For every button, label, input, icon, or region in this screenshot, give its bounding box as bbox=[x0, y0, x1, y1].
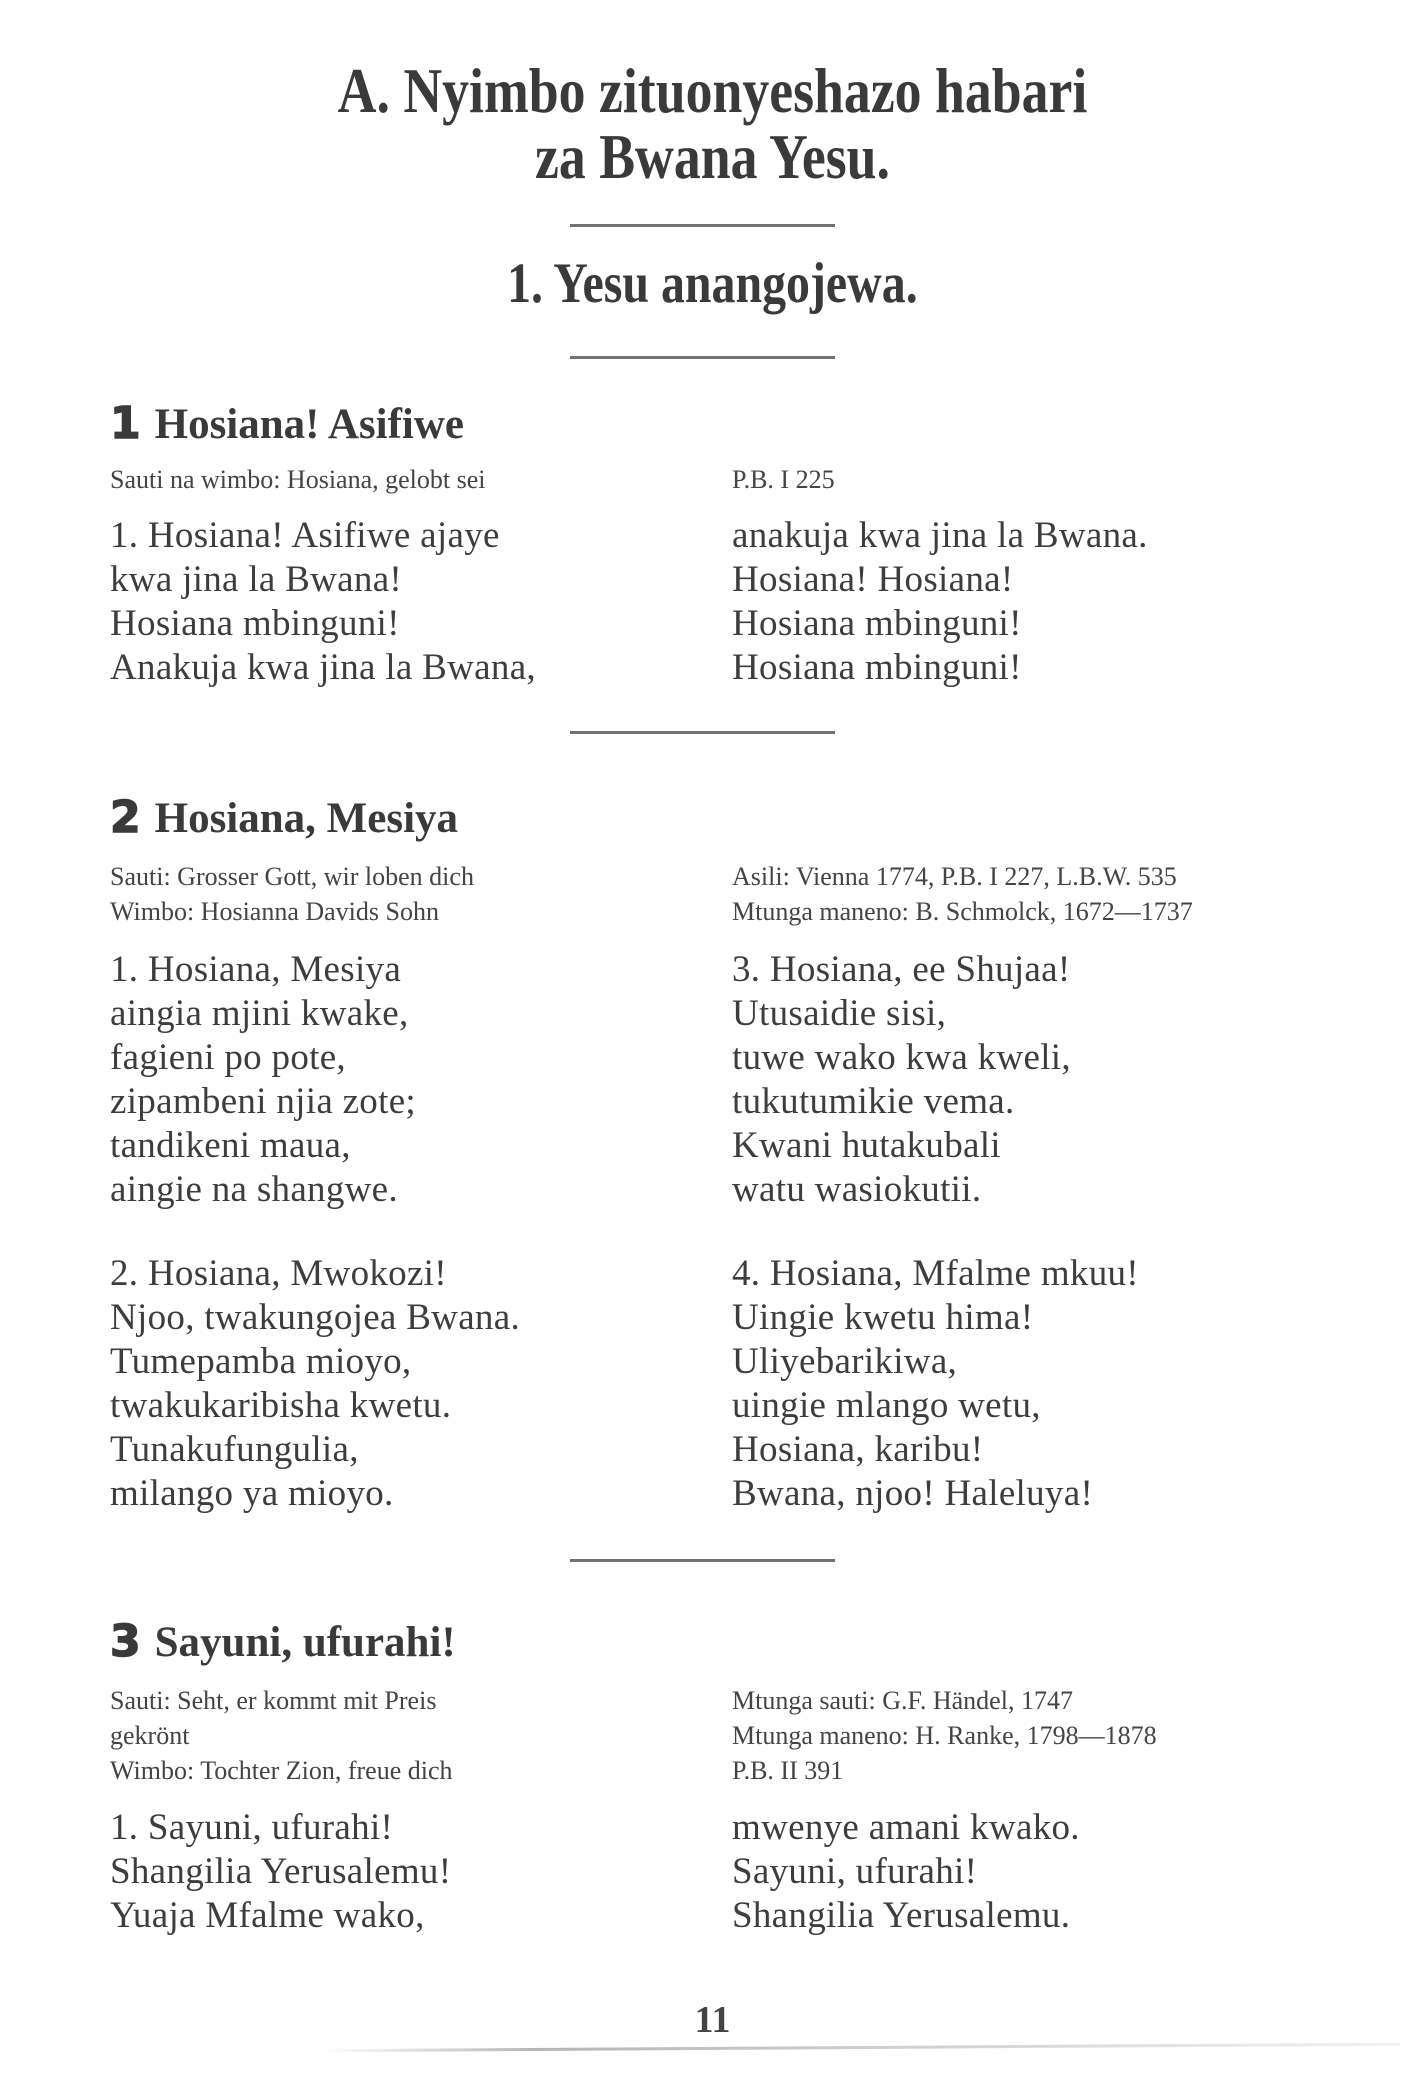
meta-line: Sauti: Grosser Gott, wir loben dich bbox=[110, 862, 474, 891]
page-number: 11 bbox=[694, 1999, 731, 2041]
verse bbox=[110, 1252, 520, 1516]
verse-line: anakuja kwa jina la Bwana. bbox=[732, 515, 1148, 556]
verse-line: 3. Hosiana, ee Shujaa! bbox=[732, 949, 1071, 990]
hymn-heading bbox=[110, 1616, 456, 1667]
verse-line: aingie na shangwe. bbox=[110, 1169, 398, 1210]
verse-line: milango ya mioyo. bbox=[110, 1473, 394, 1514]
verse-line: fagieni po pote, bbox=[110, 1037, 346, 1078]
section-title-line-2: za Bwana Yesu. bbox=[535, 121, 890, 192]
verse-line: Tumepamba mioyo, bbox=[110, 1341, 412, 1382]
meta-line: Mtunga maneno: B. Schmolck, 1672—1737 bbox=[732, 897, 1193, 926]
hymn-meta-left bbox=[110, 462, 486, 497]
verse-line: Njoo, twakungojea Bwana. bbox=[110, 1297, 520, 1338]
verse-line: Shangilia Yerusalemu. bbox=[732, 1895, 1071, 1936]
verse bbox=[110, 514, 536, 690]
verse-line: uingie mlango wetu, bbox=[732, 1385, 1041, 1426]
hymn-number: 1 bbox=[110, 398, 141, 449]
verse-line: kwa jina la Bwana! bbox=[110, 559, 403, 600]
verse bbox=[732, 1806, 1080, 1938]
verse-line: Hosiana, karibu! bbox=[732, 1429, 984, 1470]
verse-line: Bwana, njoo! Haleluya! bbox=[732, 1473, 1094, 1514]
meta-line: Wimbo: Tochter Zion, freue dich bbox=[110, 1756, 453, 1785]
verse bbox=[732, 948, 1071, 1212]
verse-line: tandikeni maua, bbox=[110, 1125, 351, 1166]
hymn-heading bbox=[110, 792, 458, 843]
hymn-meta-left bbox=[110, 859, 474, 929]
verse bbox=[110, 948, 416, 1212]
divider bbox=[570, 356, 835, 359]
meta-line: Mtunga sauti: G.F. Händel, 1747 bbox=[732, 1686, 1073, 1715]
verse-line: 2. Hosiana, Mwokozi! bbox=[110, 1253, 447, 1294]
verse-line: twakukaribisha kwetu. bbox=[110, 1385, 452, 1426]
verse-line: Hosiana mbinguni! bbox=[732, 647, 1022, 688]
subsection-title-text: 1. Yesu anangojewa. bbox=[507, 252, 918, 315]
hymn-number: 3 bbox=[110, 1616, 141, 1667]
meta-line: Mtunga maneno: H. Ranke, 1798—1878 bbox=[732, 1721, 1157, 1750]
verse-line: watu wasiokutii. bbox=[732, 1169, 982, 1210]
verse-line: Tunakufungulia, bbox=[110, 1429, 359, 1470]
verse-line: Shangilia Yerusalemu! bbox=[110, 1851, 452, 1892]
verse bbox=[732, 514, 1148, 690]
hymn-number: 2 bbox=[110, 792, 141, 843]
section-title bbox=[0, 55, 1425, 192]
verse-line: Uingie kwetu hima! bbox=[732, 1297, 1034, 1338]
meta-line: P.B. I 225 bbox=[732, 465, 835, 494]
hymn-title: Hosiana! Asifiwe bbox=[154, 401, 465, 448]
meta-line: Sauti na wimbo: Hosiana, gelobt sei bbox=[110, 465, 486, 494]
meta-line: Asili: Vienna 1774, P.B. I 227, L.B.W. 535 bbox=[732, 862, 1177, 891]
divider bbox=[570, 224, 835, 227]
hymn-meta-right bbox=[732, 462, 835, 497]
meta-line: Wimbo: Hosianna Davids Sohn bbox=[110, 897, 439, 926]
verse-line: 1. Hosiana, Mesiya bbox=[110, 949, 402, 990]
hymn-heading bbox=[110, 398, 464, 449]
hymn-meta-right bbox=[732, 859, 1193, 929]
hymn-title: Sayuni, ufurahi! bbox=[154, 1619, 456, 1666]
meta-line: P.B. II 391 bbox=[732, 1756, 844, 1785]
hymn-meta-right bbox=[732, 1683, 1157, 1788]
meta-line: Sauti: Seht, er kommt mit Preis bbox=[110, 1686, 437, 1715]
verse-line: tuwe wako kwa kweli, bbox=[732, 1037, 1071, 1078]
scan-edge-line bbox=[320, 2043, 1400, 2053]
meta-line: gekrönt bbox=[110, 1721, 190, 1750]
verse-line: Hosiana mbinguni! bbox=[110, 603, 400, 644]
hymn-meta-left bbox=[110, 1683, 453, 1788]
verse-line: 4. Hosiana, Mfalme mkuu! bbox=[732, 1253, 1139, 1294]
verse-line: aingia mjini kwake, bbox=[110, 993, 409, 1034]
verse bbox=[732, 1252, 1139, 1516]
verse-line: Kwani hutakubali bbox=[732, 1125, 1001, 1166]
verse bbox=[110, 1806, 451, 1938]
verse-line: zipambeni njia zote; bbox=[110, 1081, 416, 1122]
verse-line: Hosiana mbinguni! bbox=[732, 603, 1022, 644]
hymn-title: Hosiana, Mesiya bbox=[154, 795, 459, 842]
divider bbox=[570, 1559, 835, 1562]
verse-line: 1. Sayuni, ufurahi! bbox=[110, 1807, 394, 1848]
verse-line: tukutumikie vema. bbox=[732, 1081, 1015, 1122]
verse-line: Sayuni, ufurahi! bbox=[732, 1851, 978, 1892]
verse-line: Anakuja kwa jina la Bwana, bbox=[110, 647, 536, 688]
verse-line: Yuaja Mfalme wako, bbox=[110, 1895, 425, 1936]
verse-line: 1. Hosiana! Asifiwe ajaye bbox=[110, 515, 500, 556]
subsection-title bbox=[0, 254, 1425, 314]
verse-line: mwenye amani kwako. bbox=[732, 1807, 1080, 1848]
verse-line: Uliyebarikiwa, bbox=[732, 1341, 958, 1382]
verse-line: Hosiana! Hosiana! bbox=[732, 559, 1014, 600]
divider bbox=[570, 731, 835, 734]
section-title-line-1: A. Nyimbo zituonyeshazo habari bbox=[337, 55, 1088, 126]
verse-line: Utusaidie sisi, bbox=[732, 993, 947, 1034]
